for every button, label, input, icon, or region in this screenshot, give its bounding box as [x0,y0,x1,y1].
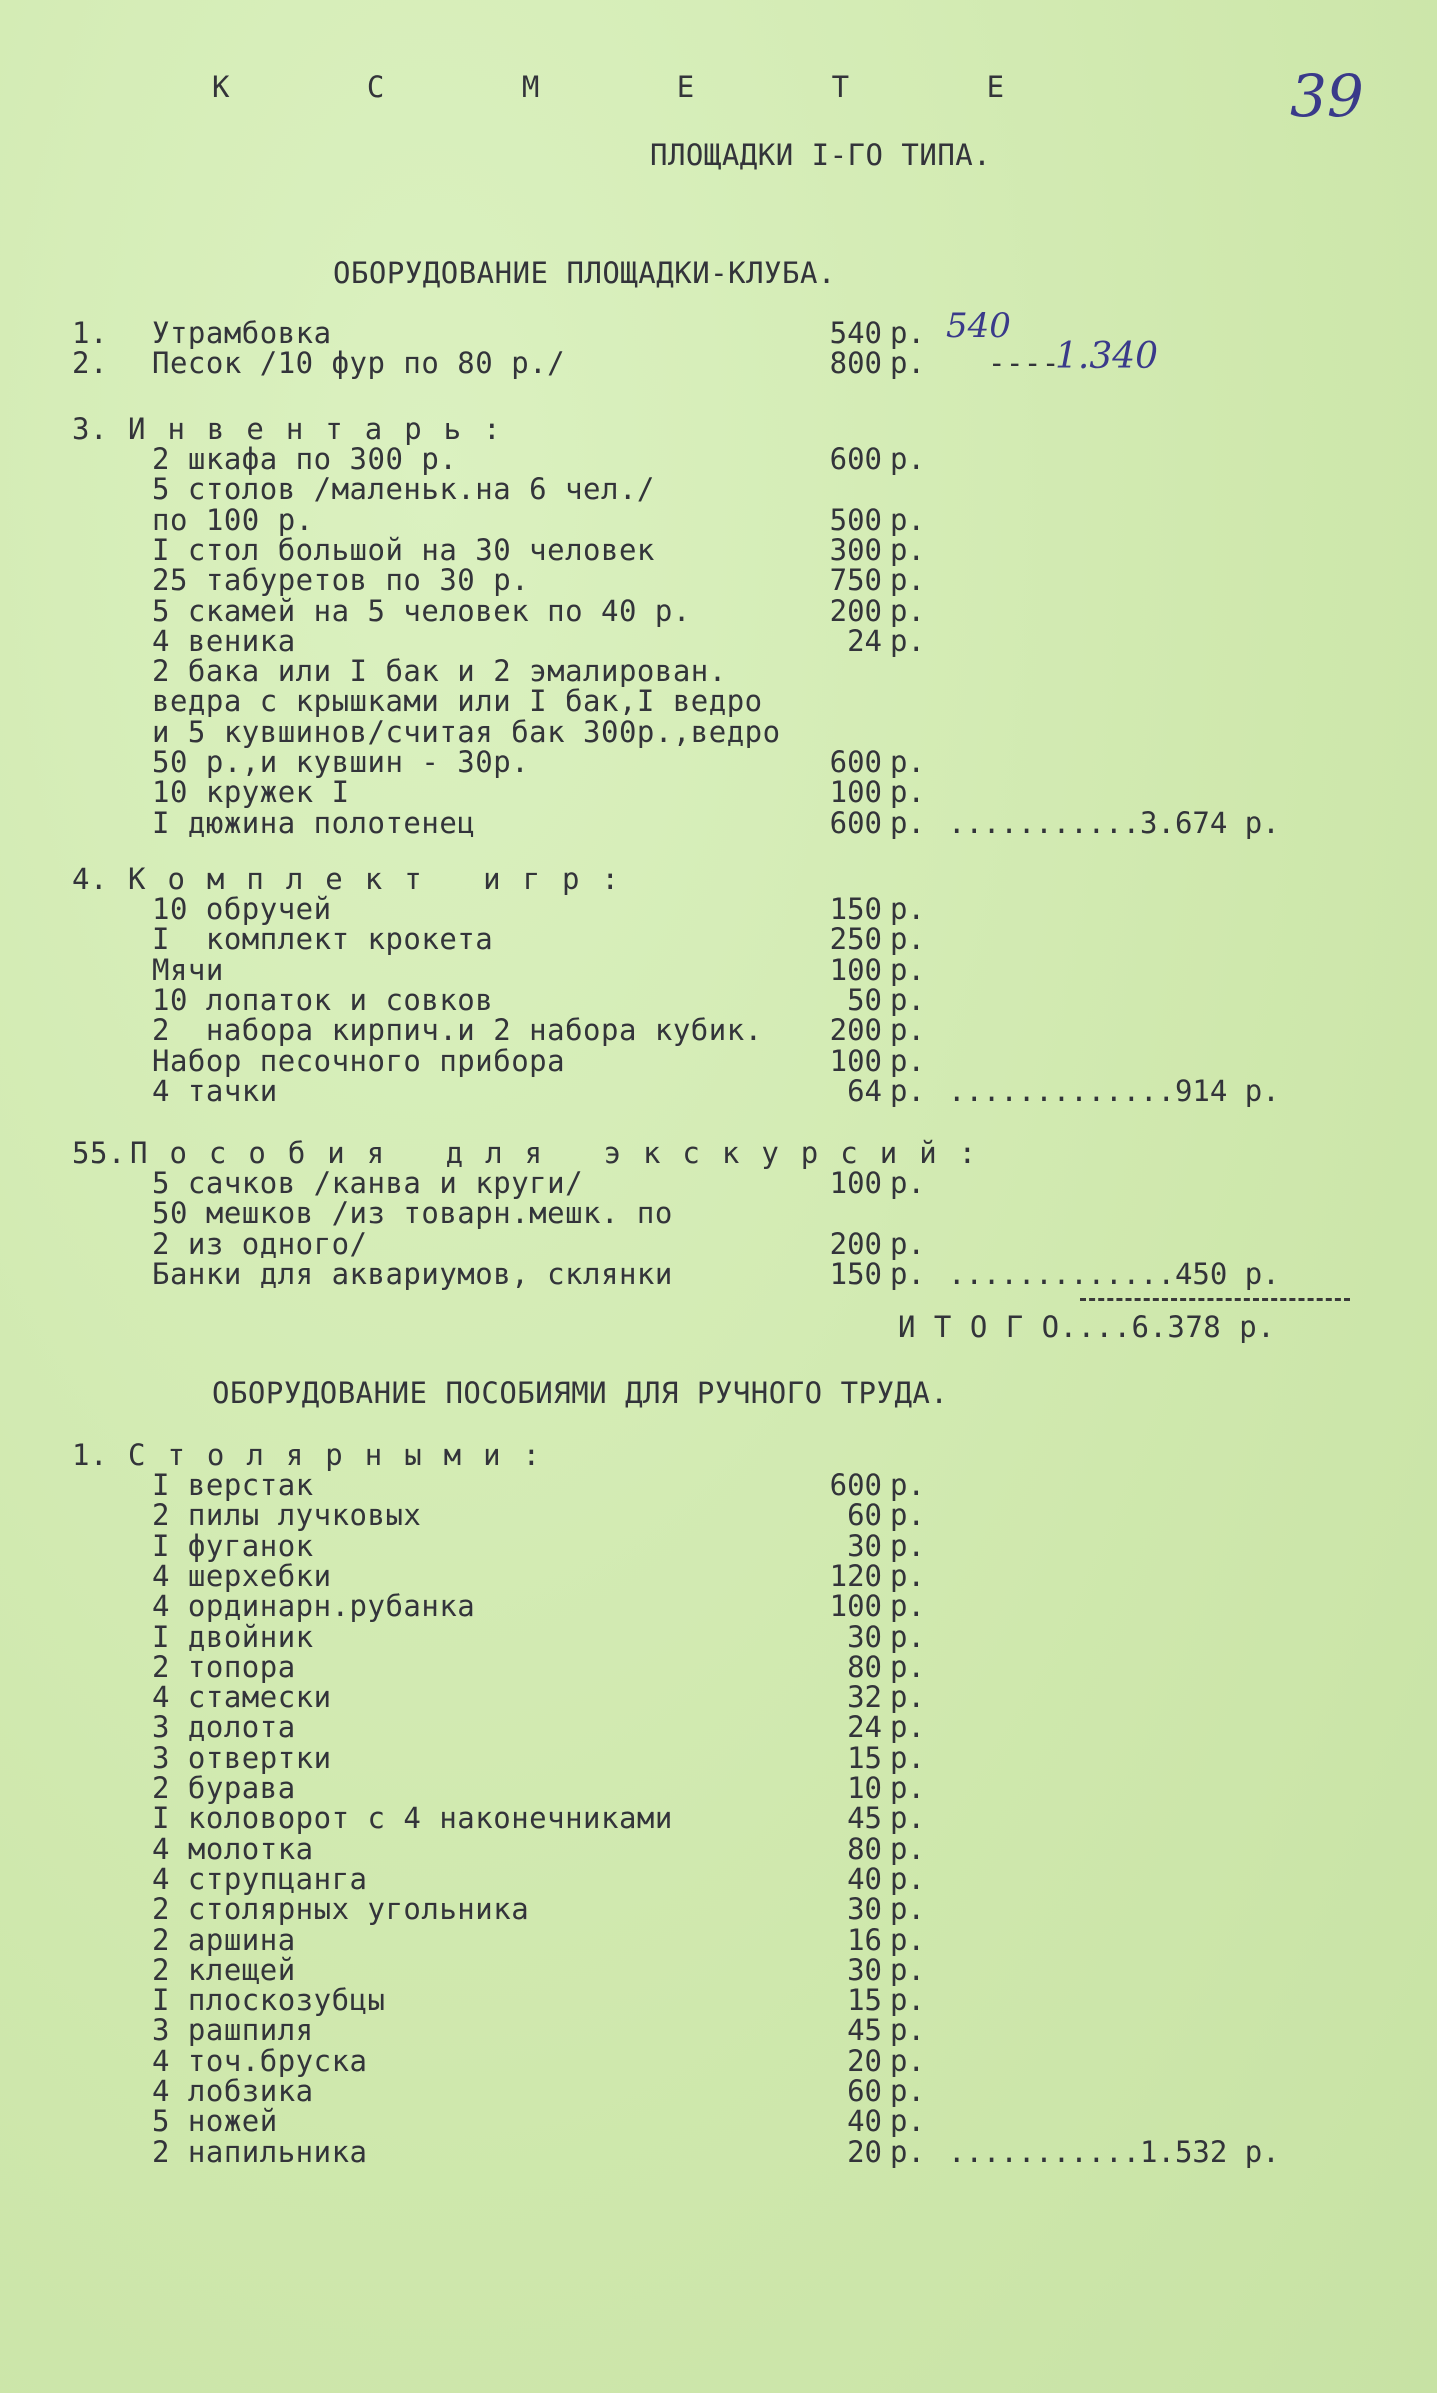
amount-value: 60 [847,2074,882,2108]
amount-value: 10 [847,1771,882,1805]
line-item-amount [0,894,940,924]
currency: р. [890,1166,925,1200]
currency: р. [890,1741,925,1775]
group-number: 55. [72,1136,126,1170]
currency: р. [890,316,925,350]
currency: р. [890,1953,925,1987]
line-item-text: и 5 кувшинов/считая бак 300р.,ведро [152,715,781,749]
amount-value: 64 [847,1074,882,1108]
title-k-smete: К С М Е Т Е [212,70,1065,104]
line-item-amount [0,505,940,535]
line-item-text: 4 молотка [152,1832,314,1866]
currency: р. [890,922,925,956]
amount-value: 600 [829,442,882,476]
line-item-amount [0,2076,940,2106]
amount-value: 150 [829,892,882,926]
currency: р. [890,624,925,658]
line-item-text: 3 отвертки [152,1741,332,1775]
line-item-amount [0,1531,940,1561]
line-item-amount [0,1894,940,1924]
line-item-text: 2 набора кирпич.и 2 набора кубик. [152,1013,763,1047]
line-item-text: 2 из одного/ [152,1227,368,1261]
item-amount [0,318,940,348]
amount-value: 100 [829,1589,882,1623]
line-item-text: 2 топора [152,1650,296,1684]
amount-value: 200 [829,1013,882,1047]
currency: р. [890,745,925,779]
line-item-amount [0,1470,940,1500]
amount-value: 500 [829,503,882,537]
currency: р. [890,1983,925,2017]
amount-value: 50 [847,983,882,1017]
line-item-text: 3 рашпиля [152,2013,314,2047]
currency: р. [890,563,925,597]
handwritten-subtotal: 1.340 [1055,336,1159,377]
currency: р. [890,442,925,476]
line-item-text: 10 лопаток и совков [152,983,494,1017]
line-item-amount [0,777,940,807]
currency: р. [890,1044,925,1078]
currency: р. [890,1710,925,1744]
amount-value: 200 [829,594,882,628]
line-item-amount [0,2137,940,2167]
line-item-text: I верстак [152,1468,314,1502]
line-item-amount [0,1500,940,1530]
group-title: Комплект игр: [128,862,641,896]
line-item-amount [0,1046,940,1076]
line-item-text: 4 ординарн.рубанка [152,1589,476,1623]
line-item-amount [0,1682,940,1712]
line-item-amount [0,444,940,474]
page-number: 39 [1290,62,1364,130]
line-item-amount [0,474,940,504]
item-number: 2. [72,346,108,380]
currency: р. [890,1923,925,1957]
line-item-text: 2 столярных угольника [152,1892,530,1926]
currency: р. [890,594,925,628]
amount-value: 20 [847,2044,882,2078]
line-item-amount [0,1591,940,1621]
amount-value: 750 [829,563,882,597]
line-item-text: Мячи [152,953,224,987]
currency: р. [890,1892,925,1926]
currency: р. [890,1529,925,1563]
grand-total: И Т О Г О....6.378 р. [898,1310,1276,1344]
line-item-amount [0,626,940,656]
line-item-amount [0,808,940,838]
line-item-amount [0,2106,940,2136]
subtitle: ПЛОЩАДКИ I-ГО ТИПА. [650,138,992,172]
line-item-text: ведра с крышками или I бак,I ведро [152,684,763,718]
amount-value: 600 [829,1468,882,1502]
currency: р. [890,1227,925,1261]
item-label: Утрамбовка [152,316,332,350]
line-item-text: 2 бака или I бак и 2 эмалирован. [152,654,727,688]
currency: р. [890,1498,925,1532]
line-item-amount [0,565,940,595]
line-item-amount [0,1955,940,1985]
amount-value: 30 [847,1620,882,1654]
line-item-amount [0,1985,940,2015]
line-item-amount [0,1834,940,1864]
line-item-text: 4 лобзика [152,2074,314,2108]
line-item-amount [0,1076,940,1106]
currency: р. [890,503,925,537]
amount-value: 600 [829,745,882,779]
line-item-amount [0,1561,940,1591]
group-number: 3. [72,412,108,446]
currency: р. [890,1862,925,1896]
group-number: 4. [72,862,108,896]
line-item-text: 2 шкафа по 300 р. [152,442,458,476]
currency: р. [890,953,925,987]
line-item-amount [0,1198,940,1228]
line-item-amount [0,1259,940,1289]
line-item-text: 5 столов /маленьк.на 6 чел./ [152,472,655,506]
line-item-amount [0,1864,940,1894]
line-item-amount [0,1622,940,1652]
line-item-text: 50 мешков /из товарн.мешк. по [152,1196,673,1230]
group-subtotal: ...........1.532 р. [948,2135,1280,2169]
amount-value: 60 [847,1498,882,1532]
amount-value: 100 [829,1044,882,1078]
currency: р. [890,1771,925,1805]
amount-value: 40 [847,1862,882,1896]
amount-value: 150 [829,1257,882,1291]
line-item-amount [0,596,940,626]
amount-value: 45 [847,2013,882,2047]
currency: р. [890,346,925,380]
line-item-amount [0,1712,940,1742]
line-item-text: по 100 р. [152,503,314,537]
amount-value: 40 [847,2104,882,2138]
group-title: Пособия для экскурсий: [130,1136,999,1170]
section1-heading: ОБОРУДОВАНИЕ ПЛОЩАДКИ-КЛУБА. [333,256,836,290]
line-item-amount [0,717,940,747]
line-item-text: 2 аршина [152,1923,296,1957]
amount-value: 30 [847,1953,882,1987]
line-item-text: 2 пилы лучковых [152,1498,422,1532]
line-item-amount [0,2015,940,2045]
currency: р. [890,2044,925,2078]
currency: р. [890,2135,925,2169]
amount-value: 20 [847,2135,882,2169]
currency: р. [890,806,925,840]
item-number: 1. [72,316,108,350]
currency: р. [890,1468,925,1502]
currency: р. [890,775,925,809]
line-item-text: 25 табуретов по 30 р. [152,563,530,597]
line-item-amount [0,656,940,686]
group-subtotal: .............450 р. [948,1257,1280,1291]
line-item-text: 10 обручей [152,892,332,926]
currency: р. [890,2013,925,2047]
amount-value: 45 [847,1801,882,1835]
currency: р. [890,983,925,1017]
amount-value: 300 [829,533,882,567]
line-item-amount [0,1773,940,1803]
line-item-amount [0,2046,940,2076]
line-item-text: 2 клещей [152,1953,296,1987]
line-item-amount [0,1925,940,1955]
dash-leader: ---- [988,346,1060,380]
amount-value: 15 [847,1741,882,1775]
currency: р. [890,892,925,926]
amount-value: 200 [829,1227,882,1261]
currency: р. [890,1074,925,1108]
currency: р. [890,1589,925,1623]
line-item-text: 2 бурава [152,1771,296,1805]
currency: р. [890,2074,925,2108]
amount-value: 80 [847,1832,882,1866]
line-item-text: 4 веника [152,624,296,658]
line-item-text: 10 кружек I [152,775,350,809]
line-item-text: I фуганок [152,1529,314,1563]
amount-value: 30 [847,1529,882,1563]
group-subtotal: ...........3.674 р. [948,806,1280,840]
group-title: Инвентарь: [128,412,523,446]
amount-value: 24 [847,624,882,658]
line-item-text: 4 струпцанга [152,1862,368,1896]
line-item-amount [0,686,940,716]
amount-value: 540 [829,316,882,350]
amount-value: 30 [847,1892,882,1926]
line-item-amount [0,1015,940,1045]
currency: р. [890,1801,925,1835]
line-item-text: 4 шерхебки [152,1559,332,1593]
line-item-amount [0,955,940,985]
line-item-text: 4 тачки [152,1074,278,1108]
line-item-text: I комплект крокета [152,922,494,956]
total-underline [1080,1298,1350,1301]
line-item-text: 2 напильника [152,2135,368,2169]
line-item-text: 3 долота [152,1710,296,1744]
amount-value: 120 [829,1559,882,1593]
currency: р. [890,1680,925,1714]
line-item-text: 4 точ.бруска [152,2044,368,2078]
line-item-text: I плоскозубцы [152,1983,386,2017]
amount-value: 800 [829,346,882,380]
item-amount [0,348,940,378]
line-item-text: I дюжина полотенец [152,806,476,840]
group-number: 1. [72,1438,108,1472]
line-item-text: 50 р.,и кувшин - 30р. [152,745,530,779]
currency: р. [890,533,925,567]
line-item-amount [0,1803,940,1833]
amount-value: 100 [829,1166,882,1200]
line-item-amount [0,924,940,954]
line-item-amount [0,1652,940,1682]
group-subtotal: .............914 р. [948,1074,1280,1108]
amount-value: 15 [847,1983,882,2017]
group-title: Столярными: [128,1438,563,1472]
line-item-text: I стол большой на 30 человек [152,533,655,567]
currency: р. [890,1832,925,1866]
line-item-amount [0,1743,940,1773]
currency: р. [890,1559,925,1593]
handwritten-correction: 540 [946,306,1011,346]
amount-value: 32 [847,1680,882,1714]
line-item-text: 4 стамески [152,1680,332,1714]
line-item-amount [0,535,940,565]
amount-value: 100 [829,953,882,987]
currency: р. [890,1620,925,1654]
line-item-text: 5 скамей на 5 человек по 40 р. [152,594,691,628]
currency: р. [890,2104,925,2138]
amount-value: 600 [829,806,882,840]
currency: р. [890,1650,925,1684]
line-item-amount [0,985,940,1015]
section2-heading: ОБОРУДОВАНИЕ ПОСОБИЯМИ ДЛЯ РУЧНОГО ТРУДА. [212,1376,949,1410]
amount-value: 250 [829,922,882,956]
line-item-text: 5 ножей [152,2104,278,2138]
line-item-amount [0,1168,940,1198]
amount-value: 24 [847,1710,882,1744]
line-item-amount [0,1229,940,1259]
amount-value: 100 [829,775,882,809]
currency: р. [890,1257,925,1291]
line-item-text: I двойник [152,1620,314,1654]
currency: р. [890,1013,925,1047]
line-item-text: Набор песочного прибора [152,1044,566,1078]
line-item-text: I коловорот с 4 наконечниками [152,1801,673,1835]
item-label: Песок /10 фур по 80 р./ [152,346,566,380]
line-item-text: 5 сачков /канва и круги/ [152,1166,584,1200]
amount-value: 16 [847,1923,882,1957]
line-item-text: Банки для аквариумов, склянки [152,1257,673,1291]
amount-value: 80 [847,1650,882,1684]
line-item-amount [0,747,940,777]
